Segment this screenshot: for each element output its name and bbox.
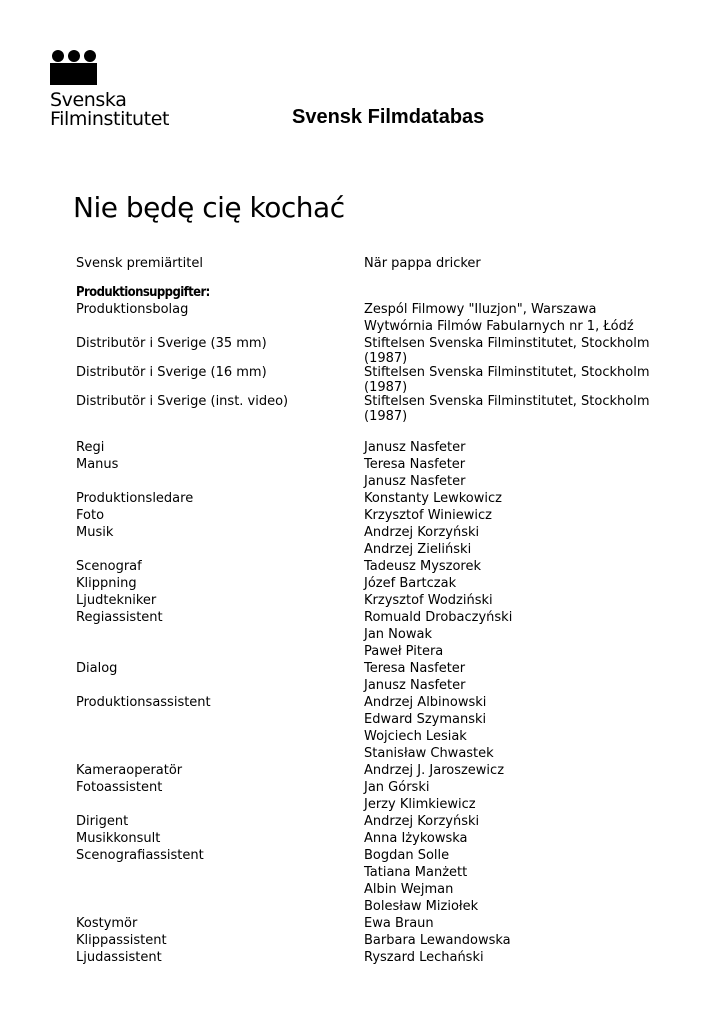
row-label: Klippning xyxy=(76,576,137,591)
credit-row xyxy=(76,831,656,848)
row-value: Wytwórnia Filmów Fabularnych nr 1, Łódź xyxy=(364,319,634,334)
row-value: Edward Szymanski xyxy=(364,712,487,727)
row-label: Produktionsassistent xyxy=(76,695,211,710)
credit-row xyxy=(76,627,656,644)
credit-row xyxy=(76,661,656,678)
credit-row xyxy=(76,746,656,763)
row-value: Teresa Nasfeter xyxy=(364,457,466,472)
credit-row xyxy=(76,440,656,457)
credit-row xyxy=(76,457,656,474)
premiere-row xyxy=(76,256,656,273)
row-value: Tadeusz Myszorek xyxy=(364,559,482,574)
credit-row xyxy=(76,916,656,933)
film-details xyxy=(76,256,656,967)
production-list xyxy=(76,302,656,423)
row-value: Ewa Braun xyxy=(364,916,434,931)
row-value: Ryszard Lechański xyxy=(364,950,484,965)
row-value: Jerzy Klimkiewicz xyxy=(364,797,476,812)
row-value: Zespól Filmowy "Iluzjon", Warszawa xyxy=(364,302,597,317)
row-label: Scenograf xyxy=(76,559,142,574)
row-label: Dialog xyxy=(76,661,118,676)
credits-list xyxy=(76,440,656,967)
credit-row xyxy=(76,542,656,559)
row-value: Teresa Nasfeter xyxy=(364,661,466,676)
row-value: Stanisław Chwastek xyxy=(364,746,494,761)
row-value: Andrzej Albinowski xyxy=(364,695,487,710)
row-label: Regiassistent xyxy=(76,610,163,625)
credit-row xyxy=(76,763,656,780)
credit-row xyxy=(76,576,656,593)
credit-row xyxy=(76,474,656,491)
film-title: Nie będę cię kochać xyxy=(73,191,345,224)
row-value: Janusz Nasfeter xyxy=(364,440,466,455)
row-value: Stiftelsen Svenska Filminstitutet, Stockholm (1987) xyxy=(364,365,650,395)
credit-row xyxy=(76,899,656,916)
row-label: Produktionsledare xyxy=(76,491,194,506)
row-label: Distributör i Sverige (16 mm) xyxy=(76,365,267,380)
row-value: Andrzej Zieliński xyxy=(364,542,472,557)
logo-line-1: Svenska xyxy=(50,89,127,111)
row-label: Fotoassistent xyxy=(76,780,163,795)
credit-row xyxy=(76,644,656,661)
row-label: Kostymör xyxy=(76,916,138,931)
production-row xyxy=(76,365,656,394)
row-value: Andrzej J. Jaroszewicz xyxy=(364,763,505,778)
row-label: Musikkonsult xyxy=(76,831,161,846)
row-label: Distributör i Sverige (inst. video) xyxy=(76,394,289,409)
premiere-label: Svensk premiärtitel xyxy=(76,256,203,271)
row-value: Barbara Lewandowska xyxy=(364,933,511,948)
row-value: Stiftelsen Svenska Filminstitutet, Stockholm (1987) xyxy=(364,394,650,424)
production-section-heading: Produktionsuppgifter: xyxy=(76,285,210,300)
credit-row xyxy=(76,559,656,576)
credit-row xyxy=(76,695,656,712)
row-label: Klippassistent xyxy=(76,933,167,948)
row-value: Janusz Nasfeter xyxy=(364,474,466,489)
logo-line-2: Filminstitutet xyxy=(50,108,170,130)
production-row xyxy=(76,302,656,319)
row-value: Wojciech Lesiak xyxy=(364,729,467,744)
row-label: Dirigent xyxy=(76,814,129,829)
row-value: Janusz Nasfeter xyxy=(364,678,466,693)
credit-row xyxy=(76,678,656,695)
row-value: Paweł Pitera xyxy=(364,644,444,659)
credit-row xyxy=(76,508,656,525)
credit-row xyxy=(76,610,656,627)
row-value: Konstanty Lewkowicz xyxy=(364,491,502,506)
row-value: Bolesław Miziołek xyxy=(364,899,479,914)
row-label: Scenografiassistent xyxy=(76,848,204,863)
credit-row xyxy=(76,525,656,542)
credit-row xyxy=(76,729,656,746)
row-value: Albin Wejman xyxy=(364,882,454,897)
premiere-value: När pappa dricker xyxy=(364,256,481,271)
svenska-filminstitutet-logo xyxy=(50,50,180,129)
credit-row xyxy=(76,950,656,967)
logo-mark-icon xyxy=(50,50,98,86)
credit-row xyxy=(76,797,656,814)
row-value: Józef Bartczak xyxy=(364,576,457,591)
credit-row xyxy=(76,491,656,508)
row-value: Bogdan Solle xyxy=(364,848,450,863)
production-row xyxy=(76,394,656,423)
row-label: Manus xyxy=(76,457,119,472)
credit-row xyxy=(76,933,656,950)
credit-row xyxy=(76,780,656,797)
production-row xyxy=(76,336,656,365)
credit-row xyxy=(76,848,656,865)
row-value: Stiftelsen Svenska Filminstitutet, Stockholm (1987) xyxy=(364,336,650,366)
row-label: Ljudassistent xyxy=(76,950,162,965)
credit-row xyxy=(76,865,656,882)
site-title: Svensk Filmdatabas xyxy=(292,106,485,128)
logo-wordmark xyxy=(50,91,180,129)
row-label: Kameraoperatör xyxy=(76,763,183,778)
row-label: Ljudtekniker xyxy=(76,593,157,608)
row-value: Jan Górski xyxy=(364,780,430,795)
row-value: Anna Iżykowska xyxy=(364,831,468,846)
row-value: Tatiana Manżett xyxy=(364,865,468,880)
credit-row xyxy=(76,814,656,831)
row-value: Andrzej Korzyński xyxy=(364,525,480,540)
row-label: Regi xyxy=(76,440,105,455)
credit-row xyxy=(76,593,656,610)
row-label: Distributör i Sverige (35 mm) xyxy=(76,336,267,351)
row-label: Musik xyxy=(76,525,114,540)
row-value: Jan Nowak xyxy=(364,627,432,642)
row-value: Krzysztof Winiewicz xyxy=(364,508,492,523)
row-value: Romuald Drobaczyński xyxy=(364,610,513,625)
row-value: Krzysztof Wodziński xyxy=(364,593,493,608)
credit-row xyxy=(76,712,656,729)
row-value: Andrzej Korzyński xyxy=(364,814,480,829)
row-label: Foto xyxy=(76,508,105,523)
credit-row xyxy=(76,882,656,899)
row-label: Produktionsbolag xyxy=(76,302,189,317)
production-row xyxy=(76,319,656,336)
